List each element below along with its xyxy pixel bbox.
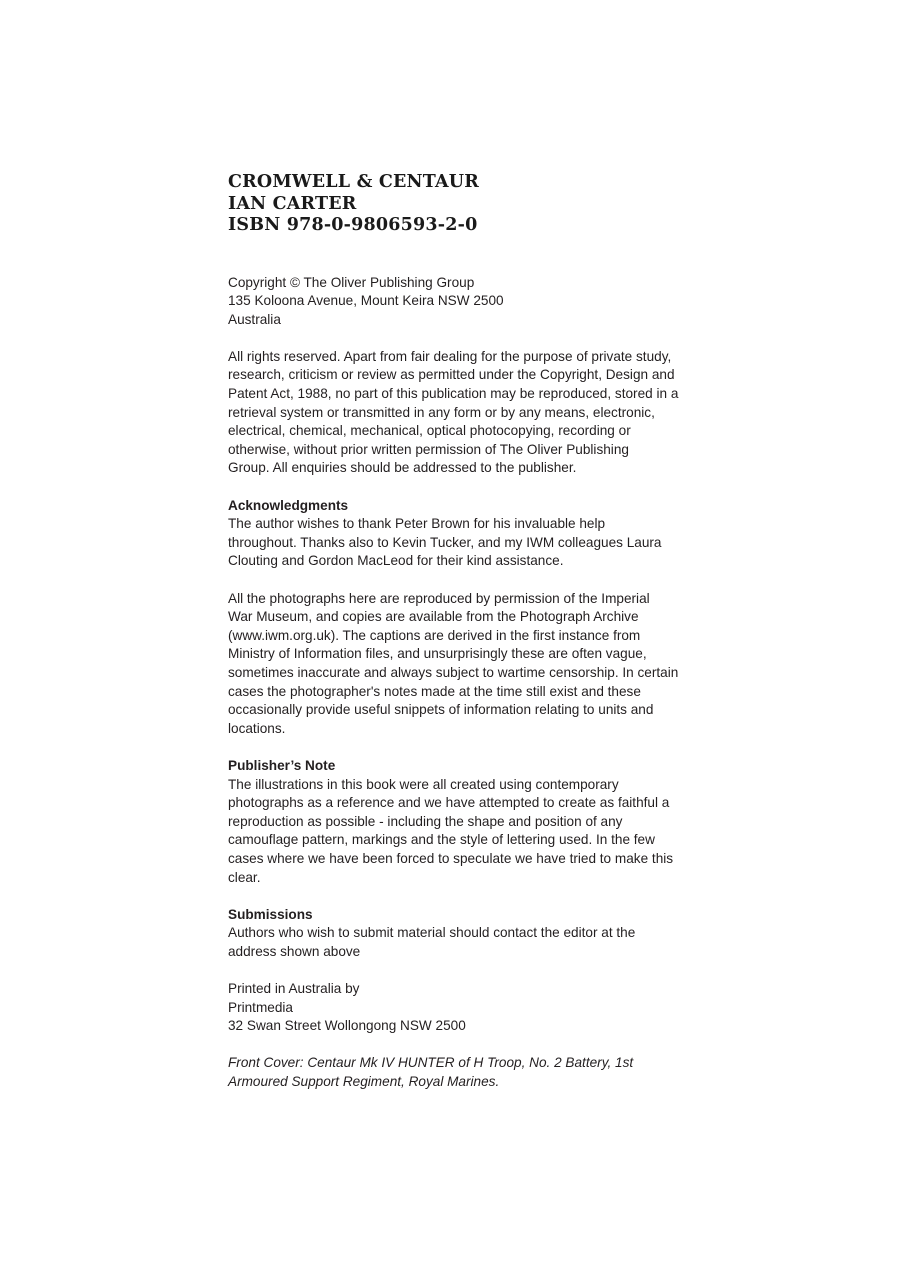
photographs-line: occasionally provide useful snippets of information relating to units and (228, 702, 654, 718)
publisher-address (228, 274, 698, 330)
paragraph-gap (228, 478, 698, 497)
paragraph-gap (228, 329, 698, 348)
rights-line: otherwise, without prior written permission of The Oliver Publishing (228, 441, 629, 457)
rights-line: research, criticism or review as permitted under the Copyright, Design and (228, 367, 675, 383)
body-text (228, 274, 698, 1092)
photographs-line: All the photographs here are reproduced by permission of the Imperial (228, 590, 650, 606)
rights-line: All rights reserved. Apart from fair dealing for the purpose of private study, (228, 348, 672, 364)
printer-line: 32 Swan Street Wollongong NSW 2500 (228, 1018, 466, 1034)
publishers-note-line: cases where we have been forced to speculate we have tried to make this (228, 850, 674, 866)
rights-line: retrieval system or transmitted in any form or by any means, electronic, (228, 404, 655, 420)
paragraph-gap (228, 738, 698, 757)
printer-line: Printed in Australia by (228, 981, 360, 997)
front-cover-caption (228, 1054, 698, 1091)
acknowledgments-section (228, 497, 698, 571)
acknowledgments-line: throughout. Thanks also to Kevin Tucker, and my IWM colleagues Laura (228, 534, 662, 550)
submissions-line: Authors who wish to submit material should contact the editor at the (228, 925, 636, 941)
book-isbn: ISBN 978-0-9806593-2-0 (228, 215, 478, 235)
printer-line: Printmedia (228, 999, 293, 1015)
submissions-line: address shown above (228, 943, 361, 959)
acknowledgments-heading: Acknowledgments (228, 497, 349, 513)
photographs-line: (www.iwm.org.uk). The captions are derived in the first instance from (228, 627, 641, 643)
photographs-line: Ministry of Information files, and unsurprisingly these are often vague, (228, 646, 647, 662)
photographs-paragraph (228, 590, 698, 739)
rights-paragraph (228, 348, 698, 478)
photographs-line: locations. (228, 720, 286, 736)
paragraph-gap (228, 571, 698, 590)
rights-line: Patent Act, 1988, no part of this publication may be reproduced, stored in a (228, 386, 679, 402)
photographs-line: sometimes inaccurate and always subject to wartime censorship. In certain (228, 664, 679, 680)
paragraph-gap (228, 961, 698, 980)
book-author: IAN CARTER (228, 193, 357, 214)
address-line: 135 Koloona Avenue, Mount Keira NSW 2500 (228, 293, 504, 309)
title-block (228, 172, 698, 237)
submissions-heading: Submissions (228, 906, 313, 922)
publishers-note-line: camouflage pattern, markings and the style of lettering used. In the few (228, 832, 655, 848)
book-title: CROMWELL & CENTAUR (228, 172, 479, 192)
acknowledgments-line: The author wishes to thank Peter Brown for his invaluable help (228, 516, 606, 532)
submissions-section (228, 906, 698, 962)
front-cover-line: Front Cover: Centaur Mk IV HUNTER of H Troop, No. 2 Battery, 1st (228, 1055, 634, 1071)
paragraph-gap (228, 887, 698, 906)
printer-section (228, 980, 698, 1036)
copyright-page (228, 172, 698, 1092)
publishers-note-line: photographs as a reference and we have attempted to create as faithful a (228, 795, 670, 811)
spacer (228, 237, 698, 274)
publishers-note-heading: Publisher’s Note (228, 757, 336, 773)
acknowledgments-line: Clouting and Gordon MacLeod for their kind assistance. (228, 553, 564, 569)
photographs-line: War Museum, and copies are available from the Photograph Archive (228, 609, 639, 625)
address-line: Copyright © The Oliver Publishing Group (228, 274, 475, 290)
publishers-note-line: reproduction as possible - including the shape and position of any (228, 813, 623, 829)
address-line: Australia (228, 311, 281, 327)
publishers-note-line: The illustrations in this book were all created using contemporary (228, 776, 619, 792)
rights-line: Group. All enquiries should be addressed to the publisher. (228, 460, 577, 476)
publishers-note-section (228, 757, 698, 887)
publishers-note-line: clear. (228, 869, 261, 885)
photographs-line: cases the photographer's notes made at the time still exist and these (228, 683, 641, 699)
paragraph-gap (228, 1036, 698, 1055)
rights-line: electrical, chemical, mechanical, optical photocopying, recording or (228, 423, 631, 439)
front-cover-line: Armoured Support Regiment, Royal Marines. (228, 1074, 500, 1090)
